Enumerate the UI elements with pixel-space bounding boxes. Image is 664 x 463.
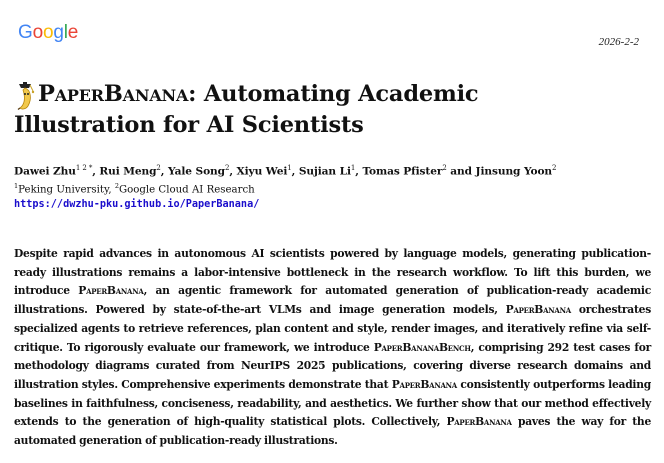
abstract-text: , an agentic framework for automated generation of publication-ready academic illustrations. Powered by state-of-the-art VLMs and image generation models,	[14, 284, 651, 317]
abstract-text: , comprising 292 test cases for methodology diagrams curated from NeurIPS 2025 publications, covering diverse research domains and illustration styles. Comprehensive experiments demonstrate that	[14, 340, 651, 391]
project-page-link[interactable]: https://dwzhu-pku.github.io/PaperBanana/	[14, 199, 260, 210]
author-name: Yale Song	[167, 165, 225, 178]
title-line1: : Automating Academic	[188, 81, 479, 107]
affiliations	[14, 182, 255, 195]
abstract-product-name: PaperBanana	[78, 284, 144, 298]
abstract-text: paves the way for the automated generation of publication-ready illustrations.	[14, 415, 652, 448]
abstract-text: orchestrates specialized agents to retrieve references, plan content and style, render images, and iteratively refine via self-critique. To rigorously evaluate our framework, we introduce	[14, 303, 651, 354]
title-product-name: PaperBanana	[38, 81, 189, 107]
abstract-text: Despite rapid advances in autonomous AI scientists powered by language models, generating publication-ready illustrations remains a labor-intensive bottleneck in the research workflow. To lift this burden, we introduce	[14, 247, 651, 298]
affiliation-google: Google Cloud AI Research	[118, 184, 255, 196]
author-affil-marker: 1	[287, 164, 292, 172]
author-name: Sujian Li	[298, 165, 351, 178]
author-list: Dawei Zhu$^{1 2 *}$, Rui Meng$^2$, Yale Song$^2$, Xiyu Wei$^1$, Sujian Li$^1$, Tomas Pfister$^2$ and Jinsung Yoon$^2$	[14, 164, 557, 178]
abstract-product-name: PaperBanana	[505, 303, 571, 317]
title-block	[14, 79, 654, 141]
publication-date: 2026-2-2	[598, 36, 639, 48]
author-affil-marker: 1	[350, 164, 356, 172]
author-affil-marker: 2	[552, 164, 557, 172]
author-affil-marker: 2	[442, 164, 447, 172]
google-logo	[18, 22, 78, 44]
author-name: Tomas Pfister	[362, 165, 443, 178]
affiliation-peking: Peking University,	[18, 184, 115, 196]
abstract-product-name: PaperBanana	[391, 377, 457, 391]
author-name: Rui Meng	[99, 165, 157, 178]
affil-marker: 2	[114, 182, 119, 190]
affil-marker: 1	[14, 182, 19, 190]
abstract-text: consistently outperforms leading baselines in faithfulness, conciseness, readability, and aesthetics. We further show that our method effectively extends to the generation of high-quality statistical plots. Collectively,	[14, 377, 651, 429]
abstract-product-name: PaperBanana	[446, 415, 512, 429]
title-line2: Illustration for AI Scientists	[14, 112, 364, 138]
author-affil-marker: 2	[156, 164, 161, 172]
banana-mascot-icon	[14, 81, 36, 111]
google-logo-text: Google	[18, 22, 79, 43]
author-name: Xiyu Wei	[236, 165, 288, 178]
author-name: Dawei Zhu	[14, 165, 76, 178]
author-affil-marker: 2	[224, 164, 230, 172]
abstract-benchmark-name: PaperBananaBench	[373, 340, 471, 354]
author-affil-marker: 1 2 *	[75, 164, 93, 172]
author-name: Jinsung Yoon	[475, 165, 553, 178]
abstract	[14, 245, 651, 451]
paper-title	[14, 79, 654, 141]
